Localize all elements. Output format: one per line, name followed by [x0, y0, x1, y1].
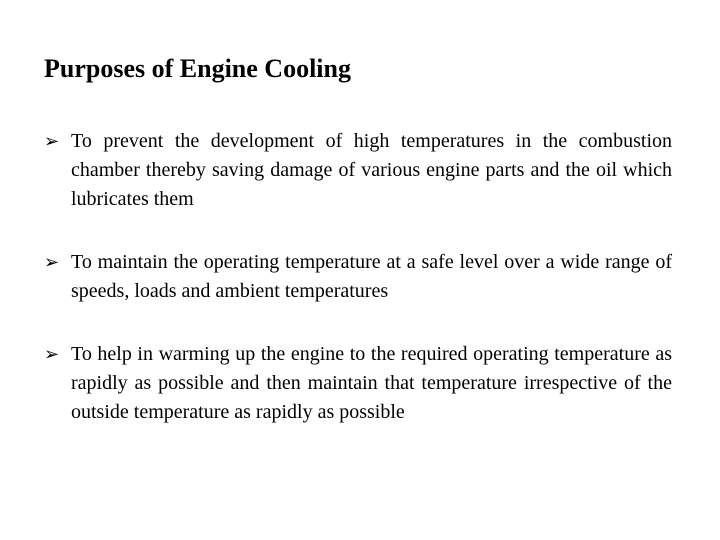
bullet-item	[44, 127, 672, 214]
bullet-text: To help in warming up the engine to the required operating temperature as rapidly as possible and then maintain that temperature irrespective of the outside temperature as rapidly as possible	[71, 343, 672, 423]
slide-title: Purposes of Engine Cooling	[44, 54, 351, 83]
bullet-text: To prevent the development of high temperatures in the combustion chamber thereby saving damage of various engine parts and the oil which lubricates them	[71, 130, 672, 210]
bullet-text: To maintain the operating temperature at a safe level over a wide range of speeds, loads and ambient temperatures	[71, 251, 672, 302]
bullet-list	[44, 127, 672, 427]
arrow-bullet-icon: ➢	[44, 131, 60, 152]
arrow-bullet-icon: ➢	[44, 344, 60, 365]
bullet-item	[44, 248, 672, 306]
bullet-item	[44, 340, 672, 427]
arrow-bullet-icon: ➢	[44, 252, 60, 273]
